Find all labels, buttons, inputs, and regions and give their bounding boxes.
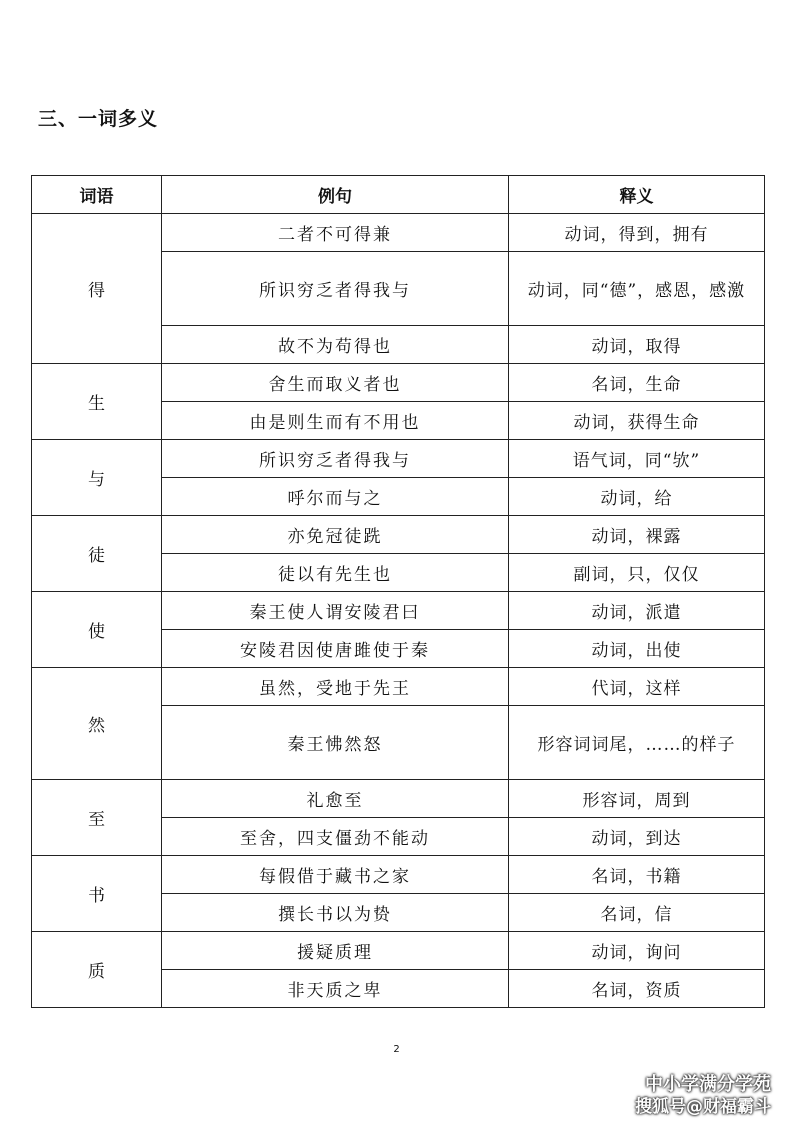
table-row <box>32 668 765 706</box>
sentence-cell: 徒以有先生也 <box>162 554 509 592</box>
meaning-cell: 动词，给 <box>509 478 765 516</box>
word-cell: 然 <box>32 668 162 780</box>
table-row <box>32 856 765 894</box>
table-row <box>32 214 765 252</box>
meaning-cell: 形容词，周到 <box>509 780 765 818</box>
word-cell: 得 <box>32 214 162 364</box>
meaning-cell: 动词，询问 <box>509 932 765 970</box>
word-cell: 质 <box>32 932 162 1008</box>
sentence-cell: 故不为苟得也 <box>162 326 509 364</box>
sentence-cell: 非天质之卑 <box>162 970 509 1008</box>
header-sentence: 例句 <box>162 176 509 214</box>
meaning-cell: 代词，这样 <box>509 668 765 706</box>
sentence-cell: 援疑质理 <box>162 932 509 970</box>
word-cell: 徒 <box>32 516 162 592</box>
page-number: 2 <box>393 1044 400 1055</box>
table-row <box>32 932 765 970</box>
sentence-cell: 秦王使人谓安陵君曰 <box>162 592 509 630</box>
wechat-icon <box>621 1078 639 1092</box>
watermark-line2: 搜狐号@财福霸斗 <box>635 1097 771 1117</box>
word-cell: 使 <box>32 592 162 668</box>
header-word: 词语 <box>32 176 162 214</box>
meaning-cell: 动词，获得生命 <box>509 402 765 440</box>
meaning-cell: 名词，生命 <box>509 364 765 402</box>
table-row <box>32 780 765 818</box>
sentence-cell: 每假借于藏书之家 <box>162 856 509 894</box>
sentence-cell: 所识穷乏者得我与 <box>162 252 509 326</box>
table-row <box>32 440 765 478</box>
meaning-cell: 动词，取得 <box>509 326 765 364</box>
header-meaning: 释义 <box>509 176 765 214</box>
sentence-cell: 亦免冠徒跣 <box>162 516 509 554</box>
watermark <box>621 1074 771 1118</box>
meaning-cell: 动词，到达 <box>509 818 765 856</box>
sentence-cell: 二者不可得兼 <box>162 214 509 252</box>
sentence-cell: 秦王怫然怒 <box>162 706 509 780</box>
meaning-cell: 动词，得到，拥有 <box>509 214 765 252</box>
word-cell: 与 <box>32 440 162 516</box>
sentence-cell: 虽然，受地于先王 <box>162 668 509 706</box>
meaning-cell: 形容词词尾，……的样子 <box>509 706 765 780</box>
section-title: 三、一词多义 <box>38 108 159 130</box>
word-cell: 生 <box>32 364 162 440</box>
table-row <box>32 516 765 554</box>
sentence-cell: 舍生而取义者也 <box>162 364 509 402</box>
word-cell: 至 <box>32 780 162 856</box>
sentence-cell: 安陵君因使唐雎使于秦 <box>162 630 509 668</box>
table-row <box>32 592 765 630</box>
meaning-cell: 动词，派遣 <box>509 592 765 630</box>
meaning-cell: 副词，只，仅仅 <box>509 554 765 592</box>
sentence-cell: 礼愈至 <box>162 780 509 818</box>
meaning-cell: 名词，书籍 <box>509 856 765 894</box>
sentence-cell: 至舍，四支僵劲不能动 <box>162 818 509 856</box>
meaning-cell: 名词，资质 <box>509 970 765 1008</box>
word-cell: 书 <box>32 856 162 932</box>
sentence-cell: 呼尔而与之 <box>162 478 509 516</box>
watermark-line1: 中小学满分学苑 <box>645 1074 771 1095</box>
sentence-cell: 撰长书以为贽 <box>162 894 509 932</box>
meaning-cell: 名词，信 <box>509 894 765 932</box>
table-header-row <box>32 176 765 214</box>
meaning-cell: 动词，出使 <box>509 630 765 668</box>
meaning-cell: 动词，同“德”，感恩，感激 <box>509 252 765 326</box>
meaning-cell: 语气词，同“欤” <box>509 440 765 478</box>
sentence-cell: 由是则生而有不用也 <box>162 402 509 440</box>
table-row <box>32 364 765 402</box>
polysemy-table <box>31 175 765 1008</box>
sentence-cell: 所识穷乏者得我与 <box>162 440 509 478</box>
meaning-cell: 动词，裸露 <box>509 516 765 554</box>
